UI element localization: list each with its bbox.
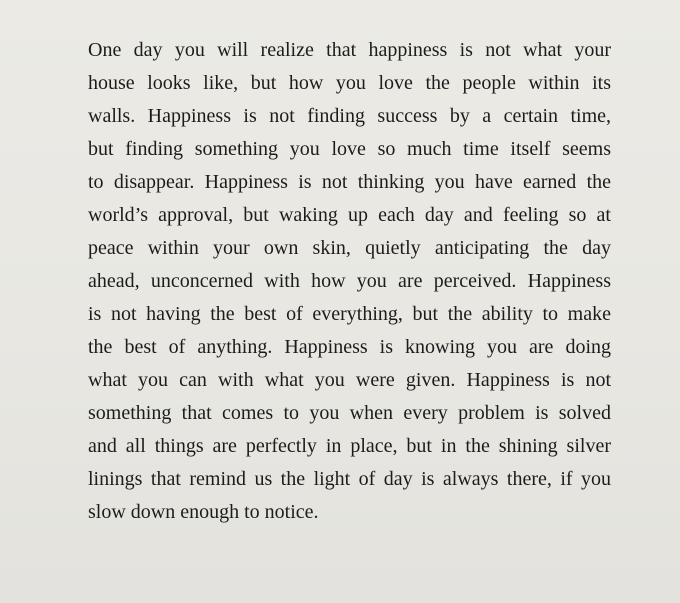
text-line: and all things are perfectly in place, but in the shining silver bbox=[88, 435, 611, 457]
text-line: world’s approval, but waking up each day and feeling so at bbox=[88, 204, 611, 226]
text-line: linings that remind us the light of day is always there, if you bbox=[88, 468, 611, 490]
text-line: something that comes to you when every problem is solved bbox=[88, 402, 611, 424]
text-line: walls. Happiness is not finding success by a certain time, bbox=[88, 105, 611, 127]
text-line: ahead, unconcerned with how you are perceived. Happiness bbox=[88, 270, 611, 292]
text-line: but finding something you love so much time itself seems bbox=[88, 138, 611, 160]
text-line: what you can with what you were given. Happiness is not bbox=[88, 369, 611, 391]
text-line: is not having the best of everything, but the ability to make bbox=[88, 303, 611, 325]
text-line: peace within your own skin, quietly anticipating the day bbox=[88, 237, 611, 259]
text-line: One day you will realize that happiness is not what your bbox=[88, 39, 611, 61]
text-line: slow down enough to notice. bbox=[88, 501, 319, 523]
text-line: to disappear. Happiness is not thinking you have earned the bbox=[88, 171, 611, 193]
text-line: the best of anything. Happiness is knowing you are doing bbox=[88, 336, 611, 358]
text-line: house looks like, but how you love the people within its bbox=[88, 72, 611, 94]
